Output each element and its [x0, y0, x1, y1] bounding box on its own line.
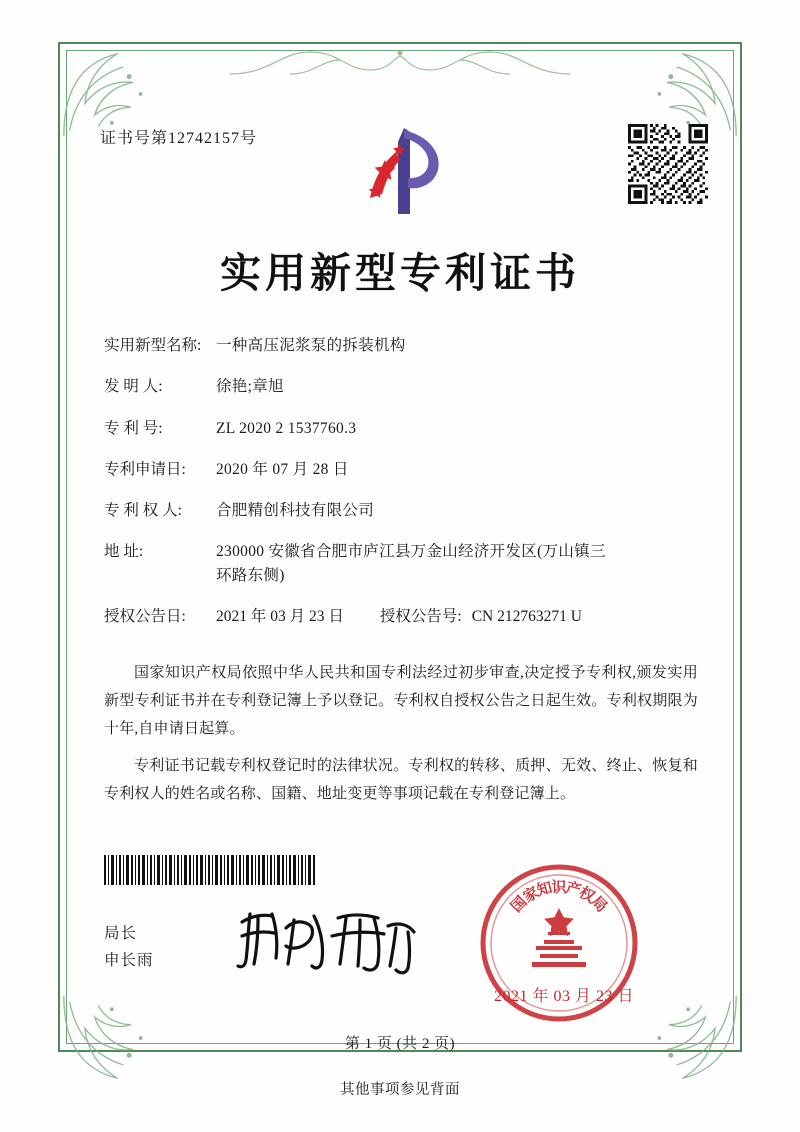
field-value: ZL 2020 2 1537760.3 [216, 419, 357, 437]
field-label: 专利申请日: [104, 460, 186, 478]
field-address [104, 540, 704, 587]
field-value: CN 212763271 U [471, 607, 582, 625]
field-label: 专 利 权 人: [104, 502, 182, 519]
top-edge-ornament-icon [230, 44, 570, 78]
svg-text:家: 家 [520, 884, 543, 907]
certificate-number: 证书号第12742157号 [100, 130, 258, 147]
certificate-fields [104, 334, 704, 646]
field-utility-model-name [104, 334, 704, 357]
field-grant-date [104, 605, 344, 628]
field-grant-number [380, 605, 582, 628]
director-label: 局长 [104, 925, 138, 942]
svg-text:局: 局 [587, 893, 610, 916]
director-block [104, 920, 154, 974]
field-label: 实用新型名称: [104, 337, 202, 354]
field-label: 地 址: [104, 543, 144, 561]
seal-date: 2021 年 03 月 23 日 [494, 988, 635, 1005]
field-label: 授权公告号: [379, 607, 462, 625]
body-text [104, 660, 698, 819]
paragraph-1: 国家知识产权局依照中华人民共和国专利法经过初步审查,决定授予专利权,颁发实用新型专利证书并在专利登记簿上予以登记。专利权自授权公告之日起生效。专利权期限为十年,自申请日起算。 [104, 665, 698, 737]
field-value: 合肥精创科技有限公司 [216, 502, 375, 519]
barcode-icon [104, 855, 316, 885]
field-label: 发 明 人: [104, 378, 163, 396]
field-patent-number [104, 417, 704, 440]
field-value [216, 540, 704, 587]
field-application-date [104, 458, 704, 481]
qr-code-icon [628, 124, 708, 204]
address-line-1: 230000 安徽省合肥市庐江县万金山经济开发区(万山镇三 [216, 543, 606, 561]
field-value: 一种高压泥浆泵的拆装机构 [216, 337, 406, 354]
field-grant-row [104, 605, 704, 628]
svg-text:产: 产 [563, 880, 583, 900]
field-label: 专 利 号: [104, 419, 163, 437]
field-value: 2020 年 07 月 28 日 [216, 460, 349, 478]
svg-text:知: 知 [535, 880, 555, 900]
field-inventor [104, 375, 704, 398]
director-name: 申长雨 [104, 952, 154, 970]
handwritten-signature-icon [228, 898, 428, 978]
field-value: 徐艳;章旭 [216, 378, 284, 396]
page-title: 实用新型专利证书 [220, 249, 580, 297]
footnote: 其他事项参见背面 [340, 1082, 460, 1098]
paragraph-2: 专利证书记载专利权登记时的法律状况。专利权的转移、质押、无效、终止、恢复和专利权人的姓名或名称、国籍、地址变更等事项记载在专利登记簿上。 [104, 758, 698, 802]
svg-text:权: 权 [575, 884, 598, 907]
field-value: 2021 年 03 月 23 日 [216, 607, 344, 625]
cnipa-logo-icon [352, 122, 456, 218]
page-number: 第 1 页 (共 2 页) [344, 1036, 456, 1052]
svg-text:国: 国 [508, 893, 531, 916]
field-patentee [104, 499, 704, 522]
address-line-2: 环路东侧) [216, 566, 285, 584]
field-label: 授权公告日: [104, 607, 186, 625]
svg-text:识: 识 [551, 880, 567, 896]
